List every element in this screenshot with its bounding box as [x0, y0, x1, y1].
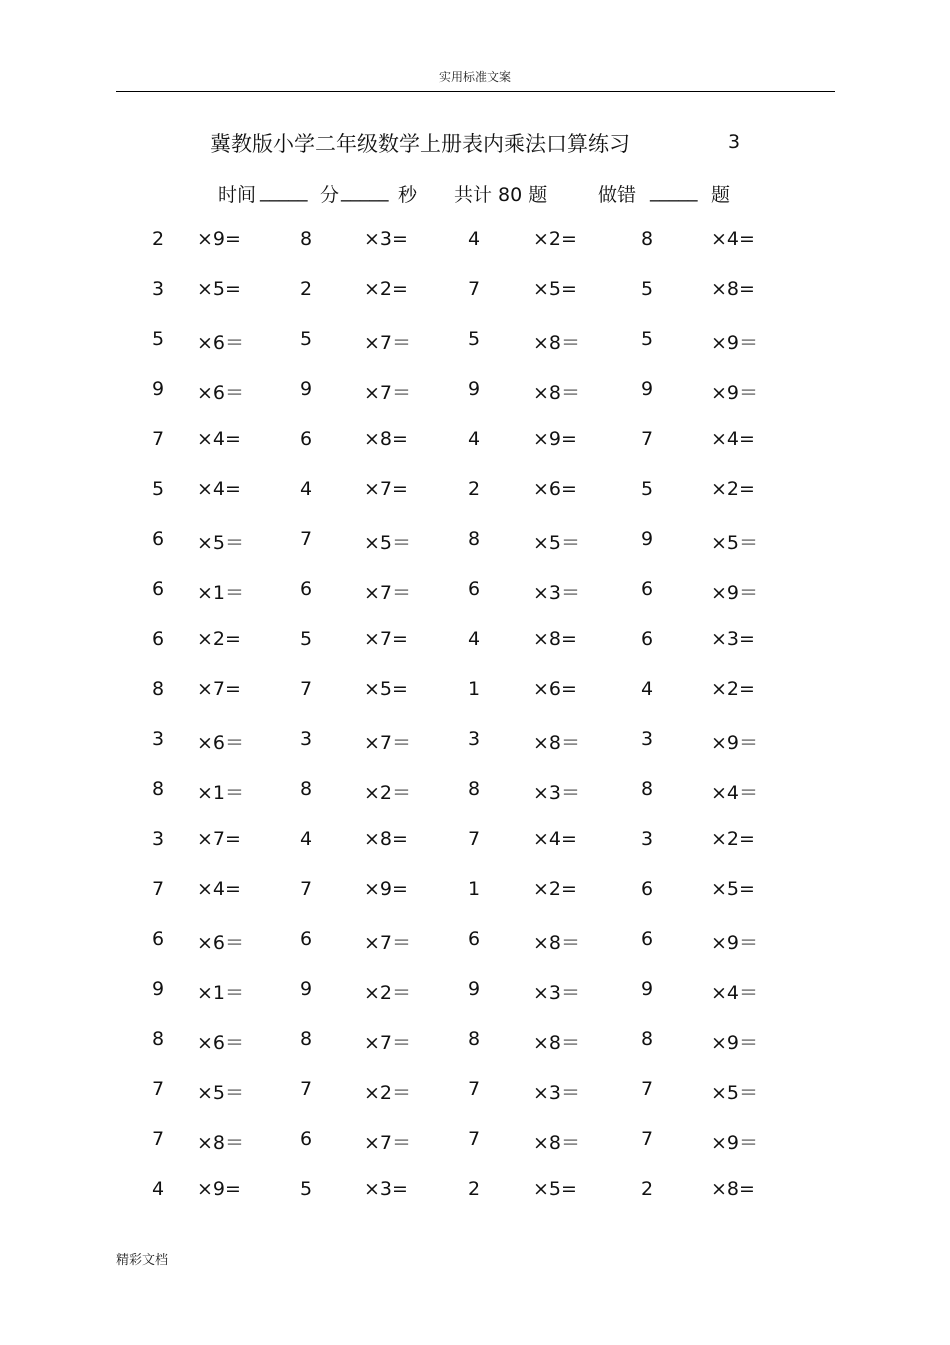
problem-operator: ×3＝ [533, 1082, 581, 1104]
problem-multiplicand: 7 [641, 1128, 654, 1150]
problem-multiplicand: 9 [641, 978, 654, 1000]
problem-operator: ×2= [533, 878, 577, 900]
problem-multiplicand: 7 [152, 878, 165, 900]
problem-operator: ×4＝ [711, 782, 759, 804]
problem-operator: ×3= [364, 1178, 408, 1200]
problem-operator: ×8＝ [197, 1132, 245, 1154]
problem-operator: ×8= [711, 278, 755, 300]
problem-operator: ×1＝ [197, 582, 245, 604]
problem-row [0, 428, 950, 478]
problem-multiplicand: 4 [468, 628, 481, 650]
problem-operator: ×9＝ [711, 932, 759, 954]
problem-row [0, 578, 950, 628]
problem-operator: ×9= [197, 228, 241, 250]
problem-operator: ×2= [711, 478, 755, 500]
problem-operator: ×9= [197, 1178, 241, 1200]
problem-operator: ×6＝ [197, 932, 245, 954]
problem-multiplicand: 2 [152, 228, 165, 250]
problem-operator: ×4= [711, 428, 755, 450]
problem-multiplicand: 7 [152, 1128, 165, 1150]
problem-operator: ×7＝ [364, 932, 412, 954]
problem-operator: ×1＝ [197, 782, 245, 804]
problem-multiplicand: 5 [641, 478, 654, 500]
problem-operator: ×4= [197, 428, 241, 450]
problem-multiplicand: 8 [641, 778, 654, 800]
problem-operator: ×2＝ [364, 982, 412, 1004]
problem-multiplicand: 8 [300, 1028, 313, 1050]
problem-operator: ×9＝ [711, 582, 759, 604]
problem-operator: ×5＝ [197, 1082, 245, 1104]
problem-multiplicand: 8 [152, 678, 165, 700]
problem-operator: ×5= [533, 278, 577, 300]
problem-multiplicand: 6 [641, 578, 654, 600]
problem-multiplicand: 5 [300, 628, 313, 650]
problem-operator: ×7= [364, 628, 408, 650]
problem-operator: ×7＝ [364, 582, 412, 604]
problem-multiplicand: 6 [300, 928, 313, 950]
problem-operator: ×9＝ [711, 1132, 759, 1154]
problem-operator: ×8＝ [533, 732, 581, 754]
problem-multiplicand: 8 [641, 228, 654, 250]
problem-operator: ×2＝ [364, 1082, 412, 1104]
problem-multiplicand: 8 [468, 528, 481, 550]
problem-operator: ×4= [711, 228, 755, 250]
problem-multiplicand: 5 [152, 478, 165, 500]
problem-operator: ×5＝ [364, 532, 412, 554]
problem-multiplicand: 6 [641, 628, 654, 650]
problem-operator: ×9＝ [711, 332, 759, 354]
problem-multiplicand: 5 [468, 328, 481, 350]
wrong-unit: 题 [711, 184, 731, 206]
problem-multiplicand: 3 [468, 728, 481, 750]
problem-multiplicand: 8 [152, 1028, 165, 1050]
problem-multiplicand: 8 [468, 778, 481, 800]
problem-row [0, 378, 950, 428]
problem-multiplicand: 9 [468, 978, 481, 1000]
problem-operator: ×4＝ [711, 982, 759, 1004]
problem-multiplicand: 4 [641, 678, 654, 700]
problem-row [0, 1128, 950, 1178]
problem-multiplicand: 5 [641, 328, 654, 350]
problem-operator: ×7= [197, 678, 241, 700]
problem-multiplicand: 6 [641, 928, 654, 950]
problem-operator: ×5＝ [711, 1082, 759, 1104]
problem-operator: ×6＝ [197, 332, 245, 354]
problem-operator: ×2= [711, 828, 755, 850]
problem-row [0, 628, 950, 678]
problem-operator: ×2＝ [364, 782, 412, 804]
problem-operator: ×7= [197, 828, 241, 850]
problem-multiplicand: 7 [468, 1078, 481, 1100]
problem-row [0, 328, 950, 378]
problem-row [0, 278, 950, 328]
problem-operator: ×9＝ [711, 732, 759, 754]
problem-operator: ×8＝ [533, 932, 581, 954]
problem-operator: ×1＝ [197, 982, 245, 1004]
problem-multiplicand: 6 [300, 1128, 313, 1150]
problem-multiplicand: 6 [300, 428, 313, 450]
problem-multiplicand: 4 [152, 1178, 165, 1200]
problem-operator: ×4= [197, 878, 241, 900]
problem-multiplicand: 9 [152, 978, 165, 1000]
problem-multiplicand: 3 [152, 278, 165, 300]
problem-operator: ×5= [197, 278, 241, 300]
second-unit: 秒 [398, 184, 418, 206]
problem-multiplicand: 9 [641, 528, 654, 550]
problem-operator: ×8= [364, 828, 408, 850]
problem-multiplicand: 6 [468, 578, 481, 600]
problem-multiplicand: 6 [300, 578, 313, 600]
problem-operator: ×8= [364, 428, 408, 450]
problem-operator: ×8= [711, 1178, 755, 1200]
problem-multiplicand: 9 [152, 378, 165, 400]
problem-multiplicand: 6 [641, 878, 654, 900]
problem-multiplicand: 5 [152, 328, 165, 350]
problem-multiplicand: 2 [641, 1178, 654, 1200]
problem-multiplicand: 4 [300, 828, 313, 850]
problem-operator: ×2= [364, 278, 408, 300]
problem-operator: ×7＝ [364, 732, 412, 754]
problem-multiplicand: 2 [468, 478, 481, 500]
page-footer: 精彩文档 [116, 1253, 169, 1268]
problem-row [0, 728, 950, 778]
problem-multiplicand: 7 [300, 528, 313, 550]
problem-multiplicand: 7 [152, 1078, 165, 1100]
problem-multiplicand: 3 [641, 828, 654, 850]
problem-row [0, 978, 950, 1028]
problem-operator: ×7＝ [364, 382, 412, 404]
problem-operator: ×6＝ [197, 382, 245, 404]
problem-multiplicand: 7 [468, 828, 481, 850]
problem-multiplicand: 6 [152, 578, 165, 600]
problem-multiplicand: 9 [468, 378, 481, 400]
problem-operator: ×9＝ [711, 1032, 759, 1054]
problem-operator: ×5= [533, 1178, 577, 1200]
problem-multiplicand: 8 [152, 778, 165, 800]
problem-multiplicand: 7 [300, 678, 313, 700]
problem-operator: ×8＝ [533, 332, 581, 354]
problem-row [0, 778, 950, 828]
problem-operator: ×6＝ [197, 732, 245, 754]
problem-operator: ×7＝ [364, 332, 412, 354]
problem-multiplicand: 6 [468, 928, 481, 950]
problem-multiplicand: 5 [641, 278, 654, 300]
problem-row [0, 828, 950, 878]
minutes-blank: _____ [260, 180, 308, 202]
problem-operator: ×9= [364, 878, 408, 900]
worksheet-title: 冀教版小学二年级数学上册表内乘法口算练习 [210, 132, 630, 156]
problem-multiplicand: 3 [152, 728, 165, 750]
problem-multiplicand: 3 [300, 728, 313, 750]
problem-multiplicand: 1 [468, 878, 481, 900]
problem-multiplicand: 7 [641, 1078, 654, 1100]
problem-multiplicand: 8 [300, 228, 313, 250]
time-label: 时间 [218, 184, 257, 206]
problem-multiplicand: 9 [641, 378, 654, 400]
problem-row [0, 1028, 950, 1078]
problem-multiplicand: 3 [641, 728, 654, 750]
problem-operator: ×2= [711, 678, 755, 700]
problem-operator: ×9= [533, 428, 577, 450]
problem-operator: ×8＝ [533, 382, 581, 404]
problem-multiplicand: 6 [152, 628, 165, 650]
problem-operator: ×8= [533, 628, 577, 650]
problem-row [0, 228, 950, 278]
problem-operator: ×6＝ [197, 1032, 245, 1054]
problem-grid [0, 228, 950, 1228]
problem-operator: ×7= [364, 478, 408, 500]
problem-multiplicand: 7 [300, 1078, 313, 1100]
problem-operator: ×5＝ [197, 532, 245, 554]
problem-multiplicand: 8 [300, 778, 313, 800]
problem-row [0, 1178, 950, 1228]
problem-operator: ×6= [533, 478, 577, 500]
total-count: 共计 80 题 [454, 184, 548, 206]
problem-multiplicand: 7 [468, 1128, 481, 1150]
problem-operator: ×7＝ [364, 1132, 412, 1154]
problem-multiplicand: 6 [152, 528, 165, 550]
seconds-blank: _____ [341, 180, 389, 202]
problem-row [0, 928, 950, 978]
problem-operator: ×3= [364, 228, 408, 250]
wrong-label: 做错 [598, 184, 643, 206]
problem-multiplicand: 8 [641, 1028, 654, 1050]
worksheet-number: 3 [728, 131, 741, 153]
problem-multiplicand: 9 [300, 978, 313, 1000]
problem-operator: ×3＝ [533, 582, 581, 604]
problem-operator: ×2= [197, 628, 241, 650]
problem-operator: ×4= [197, 478, 241, 500]
problem-row [0, 678, 950, 728]
header-divider [116, 91, 835, 92]
problem-row [0, 528, 950, 578]
problem-operator: ×9＝ [711, 382, 759, 404]
problem-operator: ×6= [533, 678, 577, 700]
problem-multiplicand: 7 [152, 428, 165, 450]
problem-operator: ×5＝ [711, 532, 759, 554]
problem-operator: ×5= [711, 878, 755, 900]
problem-multiplicand: 7 [300, 878, 313, 900]
problem-multiplicand: 1 [468, 678, 481, 700]
problem-operator: ×5= [364, 678, 408, 700]
problem-multiplicand: 8 [468, 1028, 481, 1050]
problem-multiplicand: 4 [468, 228, 481, 250]
problem-operator: ×3＝ [533, 782, 581, 804]
page-header: 实用标准文案 [438, 70, 511, 84]
problem-multiplicand: 4 [300, 478, 313, 500]
wrong-blank: _____ [650, 180, 698, 202]
problem-row [0, 878, 950, 928]
problem-operator: ×5＝ [533, 532, 581, 554]
problem-operator: ×8＝ [533, 1132, 581, 1154]
problem-operator: ×7＝ [364, 1032, 412, 1054]
problem-row [0, 1078, 950, 1128]
problem-multiplicand: 2 [300, 278, 313, 300]
minute-unit: 分 [320, 184, 340, 206]
problem-multiplicand: 6 [152, 928, 165, 950]
problem-operator: ×3= [711, 628, 755, 650]
problem-multiplicand: 2 [468, 1178, 481, 1200]
problem-multiplicand: 4 [468, 428, 481, 450]
problem-operator: ×8＝ [533, 1032, 581, 1054]
problem-multiplicand: 7 [641, 428, 654, 450]
problem-multiplicand: 7 [468, 278, 481, 300]
problem-operator: ×3＝ [533, 982, 581, 1004]
problem-operator: ×4= [533, 828, 577, 850]
problem-multiplicand: 9 [300, 378, 313, 400]
problem-row [0, 478, 950, 528]
problem-multiplicand: 5 [300, 328, 313, 350]
problem-multiplicand: 5 [300, 1178, 313, 1200]
problem-multiplicand: 3 [152, 828, 165, 850]
problem-operator: ×2= [533, 228, 577, 250]
